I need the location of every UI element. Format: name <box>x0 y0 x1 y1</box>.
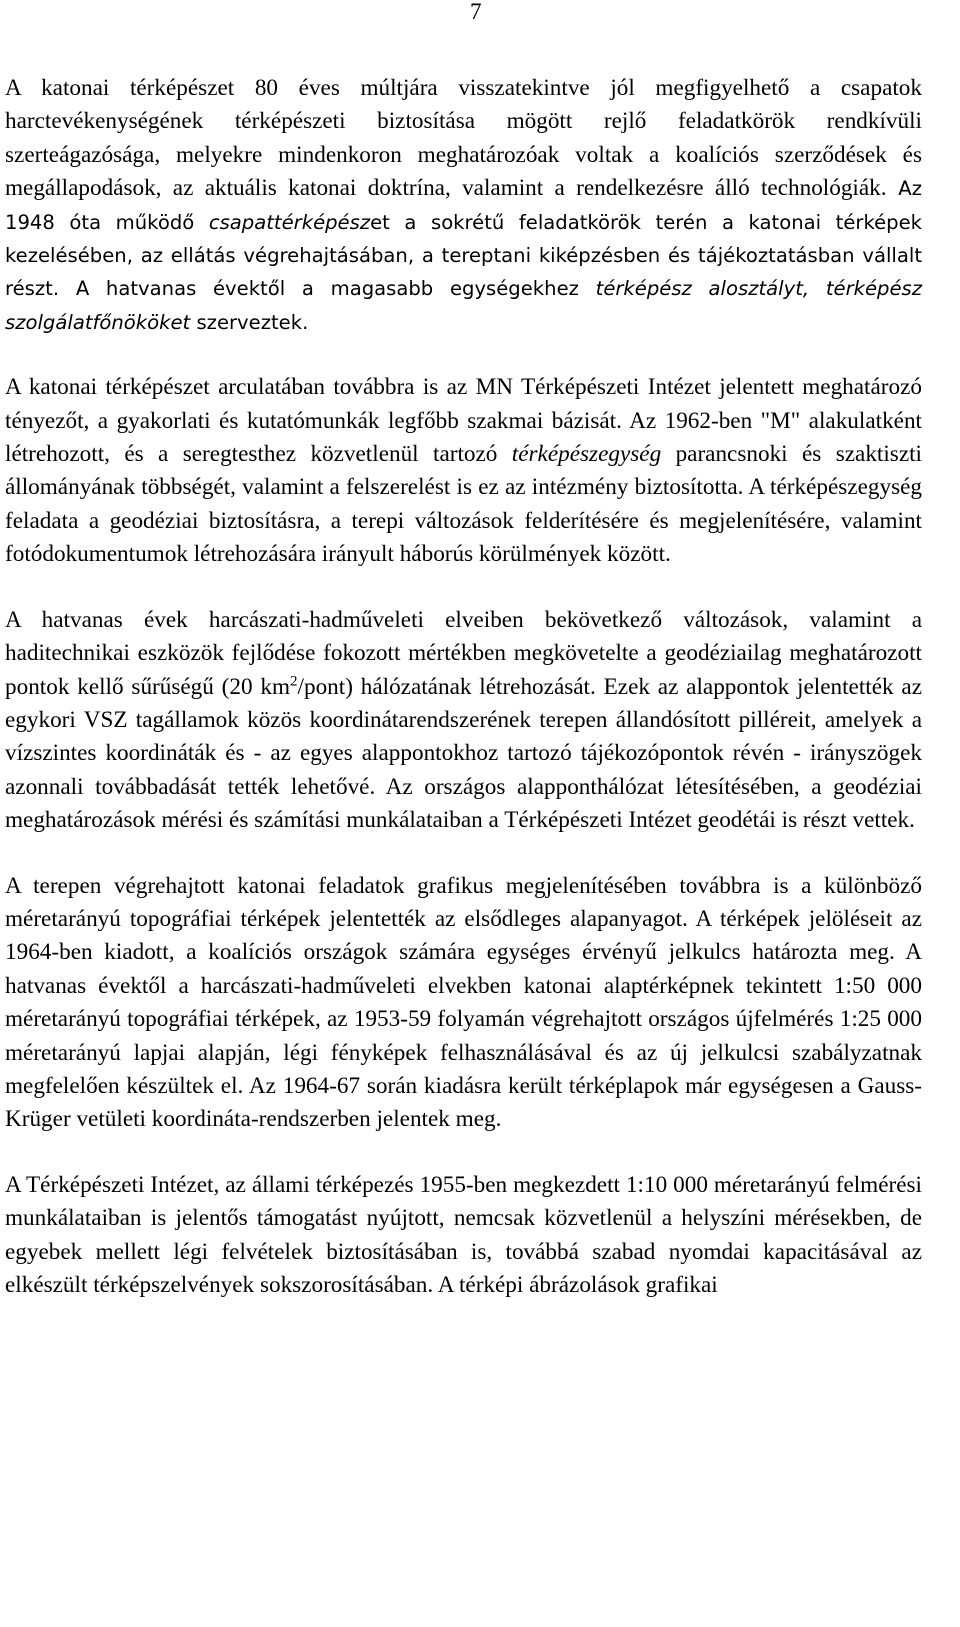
paragraph-2-end: parancsnoki és szaktiszti állományának többségét, valamint a felszerelést is ez az intézmény biztosította. A térképészegység feladata a geodéziai biztosításra, a terepi változások felderítésére és megjelenítésére, valamint fotódokumentumok létrehozására irányult háborús körülmények között. <box>5 441 922 568</box>
paragraph-3-superscript: 2 <box>290 672 298 689</box>
paragraph-1-sentence-3-end: szerveztek. <box>190 310 309 334</box>
paragraph-1-term-csapatterkepesz: csapattérképész <box>208 210 371 234</box>
paragraph-1-term-alosztaly: térképész alosztályt, térképész szolgálatfőnököket <box>5 277 923 334</box>
paragraph-2-term-terkepeszegyseg: térképészegység <box>511 441 662 468</box>
paragraph-1-sentence-2-end: et a sokrétű feladatkörök terén a katonai térképek kezelésében, az ellátás végrehajtásában, a tereptani kiképzésben és tájékoztatásban vállalt részt. <box>5 210 922 301</box>
paragraph-1 <box>5 72 922 339</box>
paragraph-3-end: /pont) hálózatának létrehozását. Ezek az alappontok jelentették az egykori VSZ tagállamok közös koordinátarendszerének terepen állandósított pilléreit, amelyek a vízszintes koordináták és - az egyes alappontokhoz tartozó tájékozópontok révén - irányszögek azonnali továbbadását tették lehetővé. Az országos alapponthálózat létesítésében, a geodéziai meghatározások mérési és számítási munkálataiban a Térképészeti Intézet geodétái is részt vettek. <box>5 673 922 834</box>
page-number: 7 <box>470 0 482 24</box>
body-text <box>5 72 922 1334</box>
paragraph-3 <box>5 604 922 838</box>
paragraph-2 <box>5 371 922 571</box>
paragraph-5: A Térképészeti Intézet, az állami térképezés 1955-ben megkezdett 1:10 000 méretarányú felmérési munkálataiban is jelentős támogatást nyújtott, nemcsak közvetlenül a helyszíni mérésekben, de egyebek mellett légi felvételek biztosításában is, továbbá szabad nyomdai kapacitásával az elkészült térképszelvények sokszorosításában. A térképi ábrázolások grafikai <box>5 1171 922 1298</box>
paragraph-2-start: A katonai térképészet arculatában továbbra is az MN Térképészeti Intézet jelentett meghatározó tényezőt, a gyakorlati és kutatómunkák legfőbb szakmai bázisát. Az 1962-ben "M" alakulatként létrehozott, és a seregtesthez közvetlenül tartozó <box>5 374 922 468</box>
paragraph-1-sentence-1: A katonai térképészet 80 éves múltjára visszatekintve jól megfigyelhető a csapatok harctevékenységének térképészeti biztosítása mögött rejlő feladatkörök rendkívüli szerteágazósága, melyekre mindenkoron meghatározóak voltak a koalíciós szerződések és megállapodások, az aktuális katonai doktrína, valamint a rendelkezésre álló technológiák. <box>5 75 922 202</box>
paragraph-3-start: A hatvanas évek harcászati-hadműveleti elveiben bekövetkező változások, valamint a haditechnikai eszközök fejlődése fokozott mértékben megkövetelte a geodéziailag meghatározott pontok kellő sűrűségű (20 km <box>5 606 922 700</box>
paragraph-1-sentence-2-start: Az 1948 óta működő <box>5 177 922 234</box>
paragraph-4: A terepen végrehajtott katonai feladatok grafikus megjelenítésében továbbra is a különböző méretarányú topográfiai térképek jelentették az elsődleges alapanyagot. A térképek jelöléseit az 1964-ben kiadott, a koalíciós országok számára egységes érvényű jelkulcs határozta meg. A hatvanas évektől a harcászati-hadműveleti elvekben katonai alaptérképnek tekintett 1:50 000 méretarányú topográfiai térképek, az 1953-59 folyamán végrehajtott országos újfelmérés 1:25 000 méretarányú lapjai alapján, légi fényképek felhasználásával és az új jelkulcsi szabályzatnak megfelelően készültek el. Az 1964-67 során kiadásra került térképlapok már egységesen a Gauss-Krüger vetületi koordináta-rendszerben jelentek meg. <box>5 872 922 1133</box>
paragraph-1-sentence-3-start: A hatvanas évektől a magasabb egységekhez <box>59 277 596 301</box>
